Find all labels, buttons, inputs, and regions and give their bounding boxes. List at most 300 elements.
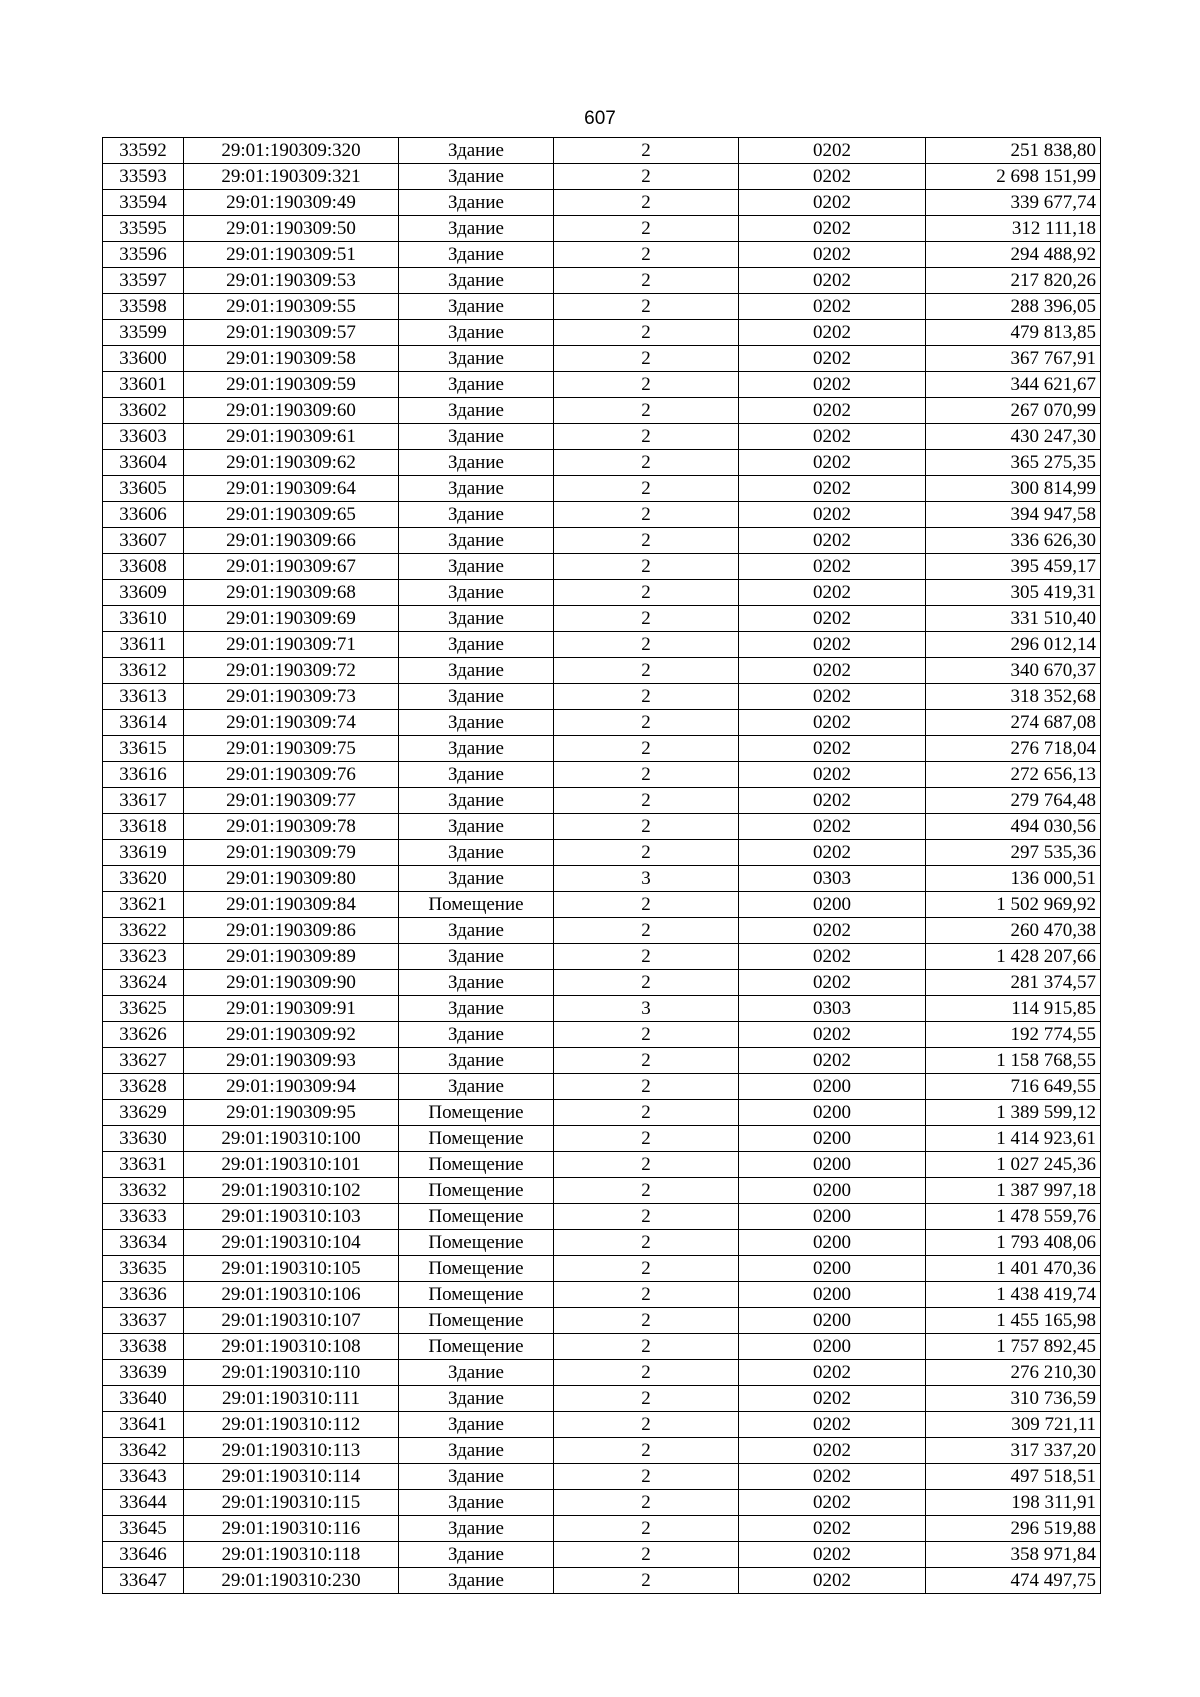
object-type-cell: Здание bbox=[399, 840, 554, 866]
code-cell: 0202 bbox=[739, 1048, 926, 1074]
table-row bbox=[103, 606, 1101, 632]
code-cell: 0202 bbox=[739, 658, 926, 684]
row-number-cell: 33635 bbox=[103, 1256, 184, 1282]
cadastral-number-cell: 29:01:190309:93 bbox=[184, 1048, 399, 1074]
code-cell: 0202 bbox=[739, 138, 926, 164]
cadastral-number-cell: 29:01:190309:80 bbox=[184, 866, 399, 892]
table-row bbox=[103, 320, 1101, 346]
group-cell: 2 bbox=[554, 892, 739, 918]
row-number-cell: 33621 bbox=[103, 892, 184, 918]
cadastral-number-cell: 29:01:190309:94 bbox=[184, 1074, 399, 1100]
cadastral-number-cell: 29:01:190309:49 bbox=[184, 190, 399, 216]
group-cell: 2 bbox=[554, 658, 739, 684]
object-type-cell: Здание bbox=[399, 242, 554, 268]
row-number-cell: 33616 bbox=[103, 762, 184, 788]
object-type-cell: Здание bbox=[399, 1490, 554, 1516]
group-cell: 2 bbox=[554, 788, 739, 814]
group-cell: 2 bbox=[554, 398, 739, 424]
object-type-cell: Здание bbox=[399, 398, 554, 424]
cadastral-number-cell: 29:01:190309:76 bbox=[184, 762, 399, 788]
value-cell: 198 311,91 bbox=[926, 1490, 1101, 1516]
code-cell: 0202 bbox=[739, 346, 926, 372]
group-cell: 2 bbox=[554, 840, 739, 866]
object-type-cell: Здание bbox=[399, 320, 554, 346]
table-row bbox=[103, 1100, 1101, 1126]
table-row bbox=[103, 164, 1101, 190]
row-number-cell: 33625 bbox=[103, 996, 184, 1022]
value-cell: 136 000,51 bbox=[926, 866, 1101, 892]
object-type-cell: Здание bbox=[399, 944, 554, 970]
code-cell: 0202 bbox=[739, 268, 926, 294]
table-row bbox=[103, 1126, 1101, 1152]
code-cell: 0202 bbox=[739, 1022, 926, 1048]
cadastral-number-cell: 29:01:190310:103 bbox=[184, 1204, 399, 1230]
group-cell: 2 bbox=[554, 1308, 739, 1334]
value-cell: 260 470,38 bbox=[926, 918, 1101, 944]
code-cell: 0200 bbox=[739, 1178, 926, 1204]
code-cell: 0202 bbox=[739, 372, 926, 398]
code-cell: 0202 bbox=[739, 528, 926, 554]
code-cell: 0200 bbox=[739, 1256, 926, 1282]
row-number-cell: 33606 bbox=[103, 502, 184, 528]
table-row bbox=[103, 1542, 1101, 1568]
group-cell: 2 bbox=[554, 1204, 739, 1230]
code-cell: 0202 bbox=[739, 424, 926, 450]
value-cell: 296 012,14 bbox=[926, 632, 1101, 658]
table-row bbox=[103, 892, 1101, 918]
cadastral-number-cell: 29:01:190309:57 bbox=[184, 320, 399, 346]
value-cell: 1 438 419,74 bbox=[926, 1282, 1101, 1308]
table-row bbox=[103, 710, 1101, 736]
group-cell: 2 bbox=[554, 1048, 739, 1074]
code-cell: 0202 bbox=[739, 554, 926, 580]
group-cell: 2 bbox=[554, 242, 739, 268]
code-cell: 0202 bbox=[739, 1438, 926, 1464]
row-number-cell: 33623 bbox=[103, 944, 184, 970]
group-cell: 2 bbox=[554, 268, 739, 294]
object-type-cell: Помещение bbox=[399, 1256, 554, 1282]
row-number-cell: 33594 bbox=[103, 190, 184, 216]
value-cell: 394 947,58 bbox=[926, 502, 1101, 528]
value-cell: 365 275,35 bbox=[926, 450, 1101, 476]
value-cell: 305 419,31 bbox=[926, 580, 1101, 606]
row-number-cell: 33641 bbox=[103, 1412, 184, 1438]
table-row bbox=[103, 918, 1101, 944]
object-type-cell: Помещение bbox=[399, 1126, 554, 1152]
value-cell: 318 352,68 bbox=[926, 684, 1101, 710]
cadastral-number-cell: 29:01:190310:110 bbox=[184, 1360, 399, 1386]
row-number-cell: 33647 bbox=[103, 1568, 184, 1594]
code-cell: 0202 bbox=[739, 294, 926, 320]
cadastral-number-cell: 29:01:190310:108 bbox=[184, 1334, 399, 1360]
table-row bbox=[103, 1308, 1101, 1334]
row-number-cell: 33634 bbox=[103, 1230, 184, 1256]
group-cell: 2 bbox=[554, 372, 739, 398]
row-number-cell: 33632 bbox=[103, 1178, 184, 1204]
cadastral-number-cell: 29:01:190310:111 bbox=[184, 1386, 399, 1412]
row-number-cell: 33619 bbox=[103, 840, 184, 866]
object-type-cell: Здание bbox=[399, 450, 554, 476]
cadastral-number-cell: 29:01:190310:107 bbox=[184, 1308, 399, 1334]
object-type-cell: Здание bbox=[399, 190, 554, 216]
value-cell: 1 428 207,66 bbox=[926, 944, 1101, 970]
code-cell: 0202 bbox=[739, 632, 926, 658]
group-cell: 2 bbox=[554, 476, 739, 502]
table-row bbox=[103, 294, 1101, 320]
table-row bbox=[103, 476, 1101, 502]
group-cell: 3 bbox=[554, 996, 739, 1022]
code-cell: 0202 bbox=[739, 450, 926, 476]
value-cell: 1 502 969,92 bbox=[926, 892, 1101, 918]
object-type-cell: Здание bbox=[399, 1360, 554, 1386]
group-cell: 2 bbox=[554, 1178, 739, 1204]
row-number-cell: 33627 bbox=[103, 1048, 184, 1074]
code-cell: 0202 bbox=[739, 1568, 926, 1594]
table-row bbox=[103, 138, 1101, 164]
object-type-cell: Здание bbox=[399, 554, 554, 580]
object-type-cell: Здание bbox=[399, 424, 554, 450]
table-row bbox=[103, 580, 1101, 606]
group-cell: 2 bbox=[554, 1516, 739, 1542]
row-number-cell: 33596 bbox=[103, 242, 184, 268]
cadastral-number-cell: 29:01:190309:68 bbox=[184, 580, 399, 606]
code-cell: 0202 bbox=[739, 1542, 926, 1568]
value-cell: 340 670,37 bbox=[926, 658, 1101, 684]
group-cell: 2 bbox=[554, 1282, 739, 1308]
code-cell: 0200 bbox=[739, 1282, 926, 1308]
table-row bbox=[103, 632, 1101, 658]
value-cell: 1 478 559,76 bbox=[926, 1204, 1101, 1230]
group-cell: 2 bbox=[554, 1074, 739, 1100]
group-cell: 2 bbox=[554, 1126, 739, 1152]
row-number-cell: 33605 bbox=[103, 476, 184, 502]
code-cell: 0303 bbox=[739, 866, 926, 892]
code-cell: 0202 bbox=[739, 476, 926, 502]
value-cell: 1 027 245,36 bbox=[926, 1152, 1101, 1178]
group-cell: 2 bbox=[554, 736, 739, 762]
row-number-cell: 33597 bbox=[103, 268, 184, 294]
object-type-cell: Здание bbox=[399, 1022, 554, 1048]
object-type-cell: Здание bbox=[399, 346, 554, 372]
group-cell: 2 bbox=[554, 424, 739, 450]
code-cell: 0202 bbox=[739, 606, 926, 632]
code-cell: 0202 bbox=[739, 684, 926, 710]
group-cell: 2 bbox=[554, 294, 739, 320]
group-cell: 2 bbox=[554, 1256, 739, 1282]
value-cell: 279 764,48 bbox=[926, 788, 1101, 814]
row-number-cell: 33628 bbox=[103, 1074, 184, 1100]
code-cell: 0200 bbox=[739, 1126, 926, 1152]
code-cell: 0200 bbox=[739, 892, 926, 918]
object-type-cell: Здание bbox=[399, 684, 554, 710]
object-type-cell: Помещение bbox=[399, 1100, 554, 1126]
table-row bbox=[103, 1438, 1101, 1464]
group-cell: 2 bbox=[554, 1490, 739, 1516]
registry-table-body bbox=[103, 138, 1101, 1594]
page-number: 607 bbox=[584, 108, 616, 129]
table-row bbox=[103, 424, 1101, 450]
value-cell: 309 721,11 bbox=[926, 1412, 1101, 1438]
group-cell: 2 bbox=[554, 1100, 739, 1126]
code-cell: 0202 bbox=[739, 1360, 926, 1386]
group-cell: 2 bbox=[554, 1386, 739, 1412]
code-cell: 0202 bbox=[739, 970, 926, 996]
code-cell: 0202 bbox=[739, 1412, 926, 1438]
object-type-cell: Здание bbox=[399, 736, 554, 762]
value-cell: 300 814,99 bbox=[926, 476, 1101, 502]
value-cell: 1 389 599,12 bbox=[926, 1100, 1101, 1126]
code-cell: 0202 bbox=[739, 762, 926, 788]
value-cell: 281 374,57 bbox=[926, 970, 1101, 996]
table-row bbox=[103, 450, 1101, 476]
code-cell: 0202 bbox=[739, 580, 926, 606]
cadastral-number-cell: 29:01:190309:72 bbox=[184, 658, 399, 684]
table-row bbox=[103, 1230, 1101, 1256]
group-cell: 2 bbox=[554, 528, 739, 554]
row-number-cell: 33620 bbox=[103, 866, 184, 892]
row-number-cell: 33622 bbox=[103, 918, 184, 944]
cadastral-number-cell: 29:01:190310:115 bbox=[184, 1490, 399, 1516]
object-type-cell: Здание bbox=[399, 502, 554, 528]
cadastral-number-cell: 29:01:190309:66 bbox=[184, 528, 399, 554]
group-cell: 2 bbox=[554, 502, 739, 528]
row-number-cell: 33637 bbox=[103, 1308, 184, 1334]
row-number-cell: 33601 bbox=[103, 372, 184, 398]
cadastral-number-cell: 29:01:190310:102 bbox=[184, 1178, 399, 1204]
group-cell: 2 bbox=[554, 1464, 739, 1490]
row-number-cell: 33592 bbox=[103, 138, 184, 164]
table-row bbox=[103, 736, 1101, 762]
row-number-cell: 33644 bbox=[103, 1490, 184, 1516]
table-row bbox=[103, 684, 1101, 710]
value-cell: 1 414 923,61 bbox=[926, 1126, 1101, 1152]
value-cell: 497 518,51 bbox=[926, 1464, 1101, 1490]
row-number-cell: 33645 bbox=[103, 1516, 184, 1542]
table-row bbox=[103, 1334, 1101, 1360]
cadastral-number-cell: 29:01:190309:71 bbox=[184, 632, 399, 658]
row-number-cell: 33593 bbox=[103, 164, 184, 190]
cadastral-number-cell: 29:01:190309:95 bbox=[184, 1100, 399, 1126]
code-cell: 0202 bbox=[739, 216, 926, 242]
code-cell: 0202 bbox=[739, 788, 926, 814]
cadastral-number-cell: 29:01:190309:320 bbox=[184, 138, 399, 164]
row-number-cell: 33610 bbox=[103, 606, 184, 632]
cadastral-number-cell: 29:01:190310:116 bbox=[184, 1516, 399, 1542]
value-cell: 310 736,59 bbox=[926, 1386, 1101, 1412]
code-cell: 0202 bbox=[739, 502, 926, 528]
value-cell: 251 838,80 bbox=[926, 138, 1101, 164]
object-type-cell: Здание bbox=[399, 606, 554, 632]
code-cell: 0202 bbox=[739, 1490, 926, 1516]
group-cell: 2 bbox=[554, 450, 739, 476]
table-row bbox=[103, 814, 1101, 840]
table-row bbox=[103, 268, 1101, 294]
cadastral-number-cell: 29:01:190309:67 bbox=[184, 554, 399, 580]
code-cell: 0202 bbox=[739, 190, 926, 216]
code-cell: 0202 bbox=[739, 840, 926, 866]
object-type-cell: Помещение bbox=[399, 1308, 554, 1334]
object-type-cell: Здание bbox=[399, 1542, 554, 1568]
table-row bbox=[103, 242, 1101, 268]
row-number-cell: 33614 bbox=[103, 710, 184, 736]
code-cell: 0202 bbox=[739, 242, 926, 268]
table-row bbox=[103, 1152, 1101, 1178]
code-cell: 0202 bbox=[739, 320, 926, 346]
value-cell: 1 757 892,45 bbox=[926, 1334, 1101, 1360]
value-cell: 430 247,30 bbox=[926, 424, 1101, 450]
cadastral-number-cell: 29:01:190309:55 bbox=[184, 294, 399, 320]
value-cell: 267 070,99 bbox=[926, 398, 1101, 424]
group-cell: 2 bbox=[554, 606, 739, 632]
code-cell: 0200 bbox=[739, 1334, 926, 1360]
group-cell: 2 bbox=[554, 632, 739, 658]
value-cell: 331 510,40 bbox=[926, 606, 1101, 632]
group-cell: 2 bbox=[554, 1152, 739, 1178]
table-row bbox=[103, 1178, 1101, 1204]
group-cell: 2 bbox=[554, 944, 739, 970]
code-cell: 0202 bbox=[739, 1464, 926, 1490]
value-cell: 1 387 997,18 bbox=[926, 1178, 1101, 1204]
table-row bbox=[103, 1204, 1101, 1230]
code-cell: 0202 bbox=[739, 164, 926, 190]
value-cell: 297 535,36 bbox=[926, 840, 1101, 866]
group-cell: 2 bbox=[554, 1022, 739, 1048]
row-number-cell: 33624 bbox=[103, 970, 184, 996]
code-cell: 0202 bbox=[739, 918, 926, 944]
row-number-cell: 33604 bbox=[103, 450, 184, 476]
value-cell: 339 677,74 bbox=[926, 190, 1101, 216]
object-type-cell: Здание bbox=[399, 1412, 554, 1438]
cadastral-number-cell: 29:01:190309:58 bbox=[184, 346, 399, 372]
value-cell: 1 401 470,36 bbox=[926, 1256, 1101, 1282]
cadastral-number-cell: 29:01:190309:79 bbox=[184, 840, 399, 866]
table-row bbox=[103, 372, 1101, 398]
value-cell: 474 497,75 bbox=[926, 1568, 1101, 1594]
object-type-cell: Здание bbox=[399, 372, 554, 398]
group-cell: 2 bbox=[554, 684, 739, 710]
table-row bbox=[103, 944, 1101, 970]
group-cell: 2 bbox=[554, 164, 739, 190]
group-cell: 2 bbox=[554, 554, 739, 580]
cadastral-number-cell: 29:01:190309:75 bbox=[184, 736, 399, 762]
registry-table bbox=[102, 137, 1101, 1594]
value-cell: 716 649,55 bbox=[926, 1074, 1101, 1100]
group-cell: 2 bbox=[554, 1542, 739, 1568]
row-number-cell: 33633 bbox=[103, 1204, 184, 1230]
group-cell: 2 bbox=[554, 190, 739, 216]
group-cell: 2 bbox=[554, 320, 739, 346]
table-row bbox=[103, 1256, 1101, 1282]
code-cell: 0200 bbox=[739, 1152, 926, 1178]
cadastral-number-cell: 29:01:190309:73 bbox=[184, 684, 399, 710]
cadastral-number-cell: 29:01:190309:64 bbox=[184, 476, 399, 502]
code-cell: 0303 bbox=[739, 996, 926, 1022]
cadastral-number-cell: 29:01:190309:62 bbox=[184, 450, 399, 476]
table-row bbox=[103, 1516, 1101, 1542]
table-row bbox=[103, 398, 1101, 424]
cadastral-number-cell: 29:01:190309:92 bbox=[184, 1022, 399, 1048]
cadastral-number-cell: 29:01:190309:89 bbox=[184, 944, 399, 970]
table-row bbox=[103, 1412, 1101, 1438]
row-number-cell: 33631 bbox=[103, 1152, 184, 1178]
code-cell: 0202 bbox=[739, 710, 926, 736]
row-number-cell: 33615 bbox=[103, 736, 184, 762]
group-cell: 2 bbox=[554, 1412, 739, 1438]
value-cell: 1 793 408,06 bbox=[926, 1230, 1101, 1256]
cadastral-number-cell: 29:01:190309:60 bbox=[184, 398, 399, 424]
cadastral-number-cell: 29:01:190310:113 bbox=[184, 1438, 399, 1464]
row-number-cell: 33599 bbox=[103, 320, 184, 346]
row-number-cell: 33640 bbox=[103, 1386, 184, 1412]
object-type-cell: Здание bbox=[399, 164, 554, 190]
row-number-cell: 33646 bbox=[103, 1542, 184, 1568]
cadastral-number-cell: 29:01:190309:84 bbox=[184, 892, 399, 918]
object-type-cell: Здание bbox=[399, 658, 554, 684]
value-cell: 1 455 165,98 bbox=[926, 1308, 1101, 1334]
code-cell: 0200 bbox=[739, 1074, 926, 1100]
group-cell: 2 bbox=[554, 762, 739, 788]
object-type-cell: Помещение bbox=[399, 1178, 554, 1204]
code-cell: 0200 bbox=[739, 1100, 926, 1126]
object-type-cell: Здание bbox=[399, 1048, 554, 1074]
table-row bbox=[103, 502, 1101, 528]
value-cell: 494 030,56 bbox=[926, 814, 1101, 840]
row-number-cell: 33626 bbox=[103, 1022, 184, 1048]
table-row bbox=[103, 1568, 1101, 1594]
object-type-cell: Здание bbox=[399, 476, 554, 502]
cadastral-number-cell: 29:01:190309:51 bbox=[184, 242, 399, 268]
row-number-cell: 33636 bbox=[103, 1282, 184, 1308]
object-type-cell: Помещение bbox=[399, 1282, 554, 1308]
row-number-cell: 33613 bbox=[103, 684, 184, 710]
code-cell: 0200 bbox=[739, 1204, 926, 1230]
cadastral-number-cell: 29:01:190310:114 bbox=[184, 1464, 399, 1490]
group-cell: 2 bbox=[554, 1360, 739, 1386]
value-cell: 2 698 151,99 bbox=[926, 164, 1101, 190]
value-cell: 344 621,67 bbox=[926, 372, 1101, 398]
object-type-cell: Здание bbox=[399, 970, 554, 996]
cadastral-number-cell: 29:01:190309:78 bbox=[184, 814, 399, 840]
cadastral-number-cell: 29:01:190309:90 bbox=[184, 970, 399, 996]
object-type-cell: Помещение bbox=[399, 1152, 554, 1178]
code-cell: 0202 bbox=[739, 398, 926, 424]
cadastral-number-cell: 29:01:190310:100 bbox=[184, 1126, 399, 1152]
cadastral-number-cell: 29:01:190309:86 bbox=[184, 918, 399, 944]
object-type-cell: Помещение bbox=[399, 892, 554, 918]
table-row bbox=[103, 1464, 1101, 1490]
object-type-cell: Здание bbox=[399, 138, 554, 164]
value-cell: 395 459,17 bbox=[926, 554, 1101, 580]
object-type-cell: Здание bbox=[399, 762, 554, 788]
value-cell: 358 971,84 bbox=[926, 1542, 1101, 1568]
group-cell: 2 bbox=[554, 970, 739, 996]
row-number-cell: 33629 bbox=[103, 1100, 184, 1126]
group-cell: 2 bbox=[554, 1230, 739, 1256]
object-type-cell: Здание bbox=[399, 1386, 554, 1412]
object-type-cell: Помещение bbox=[399, 1204, 554, 1230]
object-type-cell: Здание bbox=[399, 1568, 554, 1594]
table-row bbox=[103, 1048, 1101, 1074]
table-row bbox=[103, 996, 1101, 1022]
code-cell: 0200 bbox=[739, 1230, 926, 1256]
row-number-cell: 33598 bbox=[103, 294, 184, 320]
code-cell: 0202 bbox=[739, 814, 926, 840]
table-row bbox=[103, 658, 1101, 684]
object-type-cell: Помещение bbox=[399, 1230, 554, 1256]
cadastral-number-cell: 29:01:190309:61 bbox=[184, 424, 399, 450]
value-cell: 114 915,85 bbox=[926, 996, 1101, 1022]
object-type-cell: Здание bbox=[399, 788, 554, 814]
